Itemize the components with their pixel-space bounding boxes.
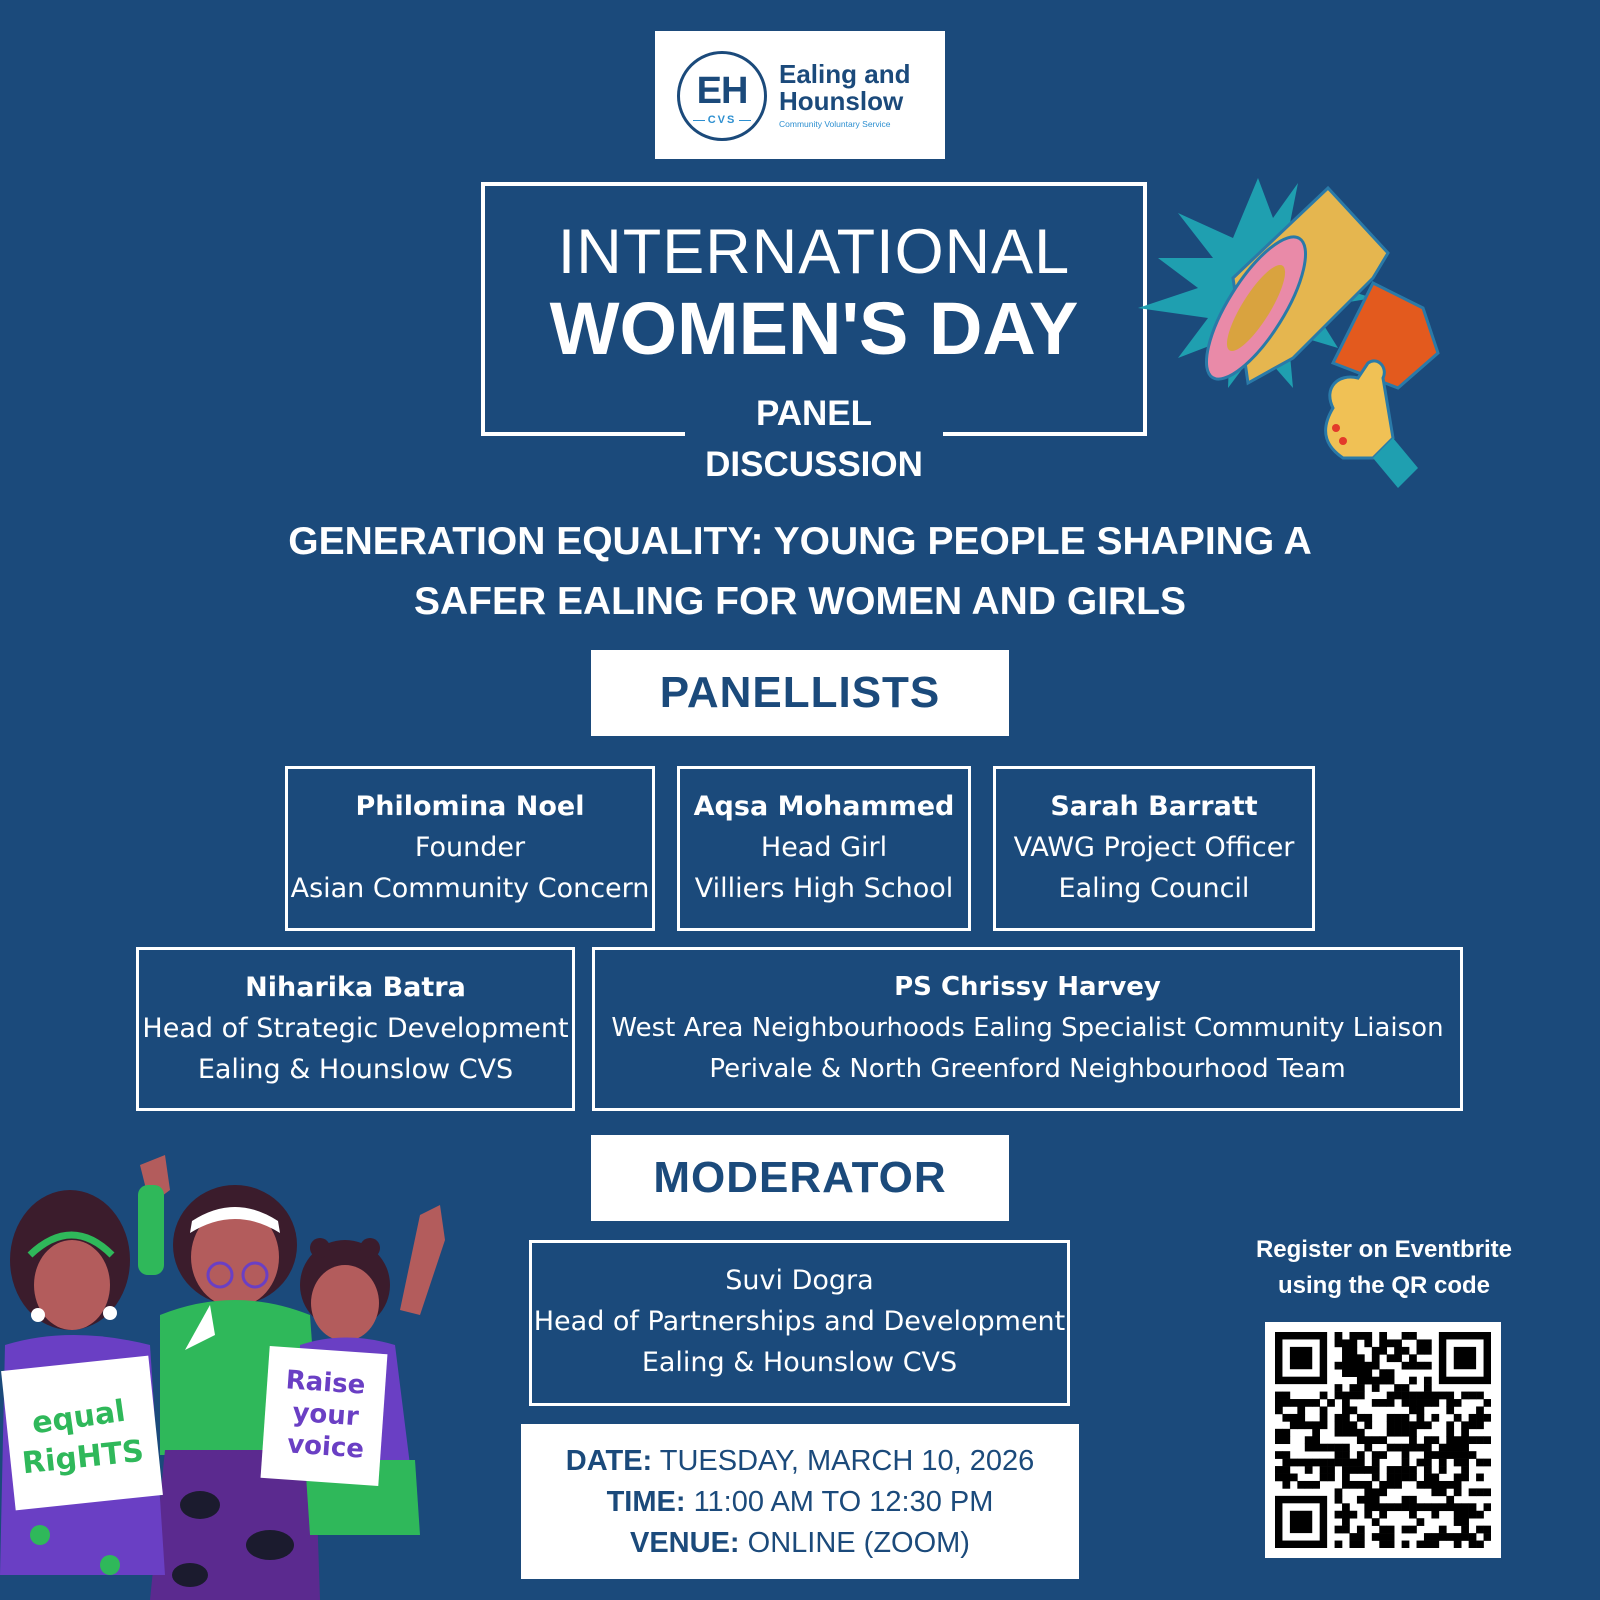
panellist-role: VAWG Project Officer: [1013, 832, 1295, 863]
placard-left-line2: RigHTS: [20, 1433, 146, 1482]
panellist-org: Ealing Council: [1058, 873, 1250, 904]
discussion-label: DISCUSSION: [705, 445, 923, 484]
panellist-name: Niharika Batra: [245, 972, 466, 1003]
panellist-card: [285, 766, 655, 931]
time-label: TIME:: [606, 1486, 686, 1518]
title-line2: WOMEN'S DAY: [549, 287, 1079, 370]
time-value: 11:00 AM TO 12:30 PM: [693, 1486, 994, 1518]
moderator-card: [529, 1240, 1070, 1406]
logo-monogram: EH: [696, 70, 748, 112]
panellist-role: Head Girl: [760, 832, 888, 863]
panellist-org: Ealing & Hounslow CVS: [197, 1054, 514, 1085]
panellist-org: Asian Community Concern: [290, 873, 650, 904]
megaphone-icon: [1138, 158, 1468, 508]
venue-label: VENUE:: [630, 1527, 740, 1559]
time-line: [521, 1482, 1079, 1523]
panellist-role: Head of Strategic Development: [142, 1013, 569, 1044]
protesters-illustration: [0, 1145, 470, 1600]
register-line1: Register on Eventbrite: [1255, 1236, 1513, 1263]
register-line2: using the QR code: [1277, 1272, 1490, 1299]
venue-line: [521, 1523, 1079, 1564]
panellist-name: Sarah Barratt: [1050, 791, 1258, 822]
register-instructions: [1200, 1232, 1568, 1304]
qr-code-icon: [1275, 1332, 1491, 1548]
panellist-org: Villiers High School: [694, 873, 954, 904]
date-value: TUESDAY, MARCH 10, 2026: [659, 1445, 1035, 1477]
date-line: [521, 1441, 1079, 1482]
event-theme: [0, 512, 1600, 632]
moderator-org: Ealing & Hounslow CVS: [641, 1347, 958, 1378]
panellist-role: Founder: [414, 832, 526, 863]
placard-right-line3: voice: [286, 1429, 365, 1465]
date-label: DATE:: [565, 1445, 653, 1477]
venue-value: ONLINE (ZOOM): [747, 1527, 970, 1559]
panellist-card: [993, 766, 1315, 931]
logo-ring: [677, 51, 767, 141]
moderator-name: Suvi Dogra: [725, 1265, 874, 1296]
title-line1: INTERNATIONAL: [557, 217, 1071, 287]
placard-left-line1: equal: [29, 1393, 128, 1442]
theme-line1: GENERATION EQUALITY: YOUNG PEOPLE SHAPING A: [288, 520, 1312, 563]
theme-line2: SAFER EALING FOR WOMEN AND GIRLS: [413, 580, 1187, 623]
moderator-heading: MODERATOR: [591, 1135, 1009, 1221]
qr-code[interactable]: [1265, 1322, 1501, 1558]
panellist-name: Philomina Noel: [355, 791, 585, 822]
panellist-name: PS Chrissy Harvey: [894, 972, 1161, 1002]
logo-name: [779, 61, 910, 115]
panellist-role: West Area Neighbourhoods Ealing Specialist Community Liaison: [611, 1013, 1444, 1043]
logo: [655, 31, 945, 159]
placard-right-line2: your: [291, 1397, 360, 1433]
panellist-card: [136, 947, 575, 1111]
panel-label: PANEL: [755, 394, 873, 433]
event-details: [521, 1424, 1079, 1579]
moderator-role: Head of Partnerships and Development: [533, 1306, 1066, 1337]
logo-monogram-sub: CVS: [680, 114, 764, 126]
panellist-card: [592, 947, 1463, 1111]
logo-name-line2: Hounslow: [779, 86, 904, 116]
panellist-name: Aqsa Mohammed: [693, 791, 955, 822]
logo-tagline: Community Voluntary Service: [779, 119, 891, 129]
panellist-card: [677, 766, 971, 931]
panellist-org: Perivale & North Greenford Neighbourhood Team: [709, 1054, 1346, 1084]
panellists-heading: PANELLISTS: [591, 650, 1009, 736]
placard-right-line1: Raise: [284, 1365, 367, 1401]
logo-name-line1: Ealing and: [779, 59, 911, 89]
